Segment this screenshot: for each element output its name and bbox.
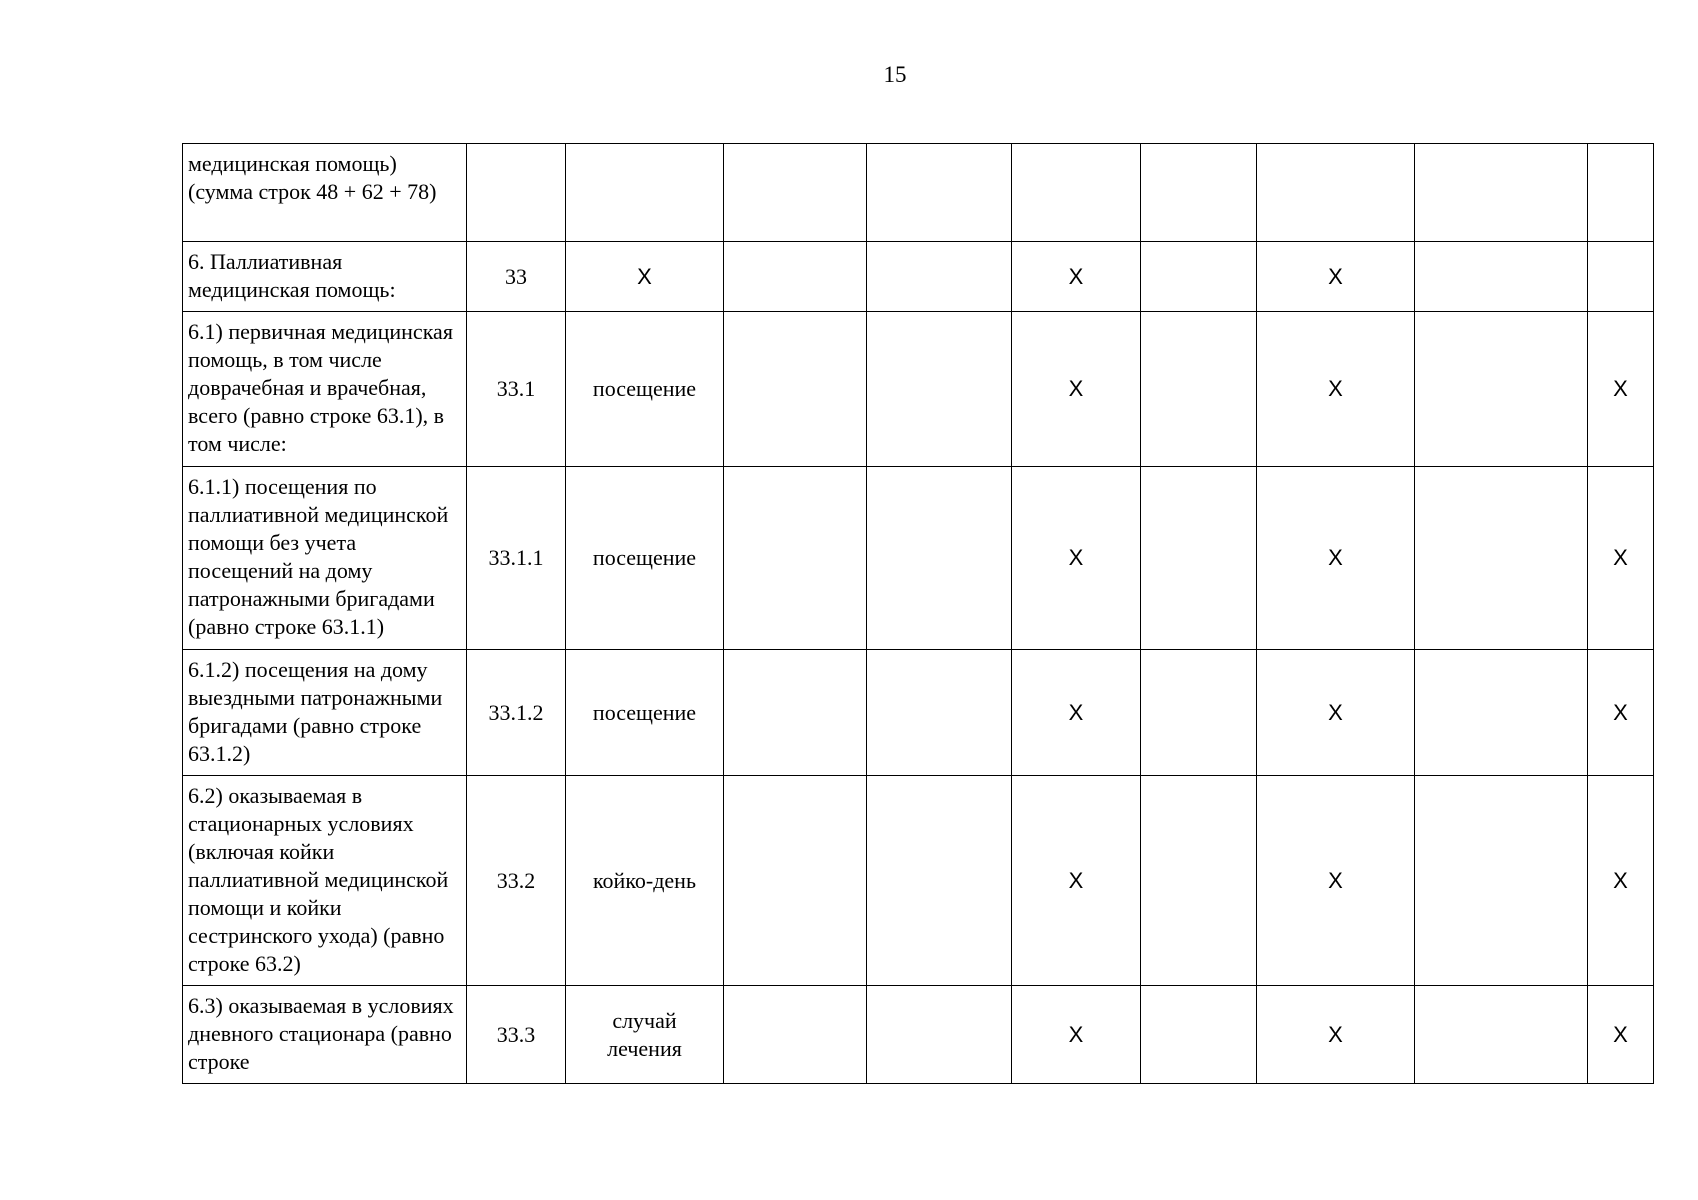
table-cell: X <box>1012 776 1141 986</box>
table-cell <box>1141 467 1257 650</box>
table-cell <box>724 986 867 1084</box>
table-cell: X <box>1588 312 1654 467</box>
row-description: медицинская помощь) (сумма строк 48 + 62 + 78) <box>183 144 467 242</box>
table-cell <box>724 776 867 986</box>
table-cell <box>1415 467 1588 650</box>
table-cell <box>867 312 1012 467</box>
table-cell <box>1141 144 1257 242</box>
row-number-cell: 33.1.2 <box>467 650 566 776</box>
table-cell <box>724 312 867 467</box>
table-cell <box>1415 650 1588 776</box>
table-cell: X <box>1012 650 1141 776</box>
table-cell: X <box>1012 467 1141 650</box>
row-description: 6.3) оказываемая в условиях дневного стационара (равно строке <box>183 986 467 1084</box>
table-cell: X <box>1012 242 1141 312</box>
row-number-cell: 33.2 <box>467 776 566 986</box>
row-description: 6.1.2) посещения на дому выездными патронажными бригадами (равно строке 63.1.2) <box>183 650 467 776</box>
table-cell: X <box>1257 467 1415 650</box>
table-cell <box>1415 312 1588 467</box>
unit-cell: X <box>566 242 724 312</box>
table-cell: X <box>1257 986 1415 1084</box>
table-cell <box>867 144 1012 242</box>
table-row <box>183 467 1654 650</box>
table-cell <box>867 650 1012 776</box>
table-cell <box>1415 986 1588 1084</box>
table-cell: X <box>1588 986 1654 1084</box>
unit-cell: койко-день <box>566 776 724 986</box>
table-row <box>183 776 1654 986</box>
row-description: 6. Паллиативная медицинская помощь: <box>183 242 467 312</box>
unit-cell <box>566 144 724 242</box>
table-cell: X <box>1012 986 1141 1084</box>
row-number-cell: 33.1 <box>467 312 566 467</box>
row-number-cell: 33.3 <box>467 986 566 1084</box>
table-cell <box>1257 144 1415 242</box>
unit-cell: посещение <box>566 312 724 467</box>
table-cell <box>1588 144 1654 242</box>
table-cell <box>724 242 867 312</box>
row-description: 6.2) оказываемая в стационарных условиях (включая койки паллиативной медицинской помощи и койки сестринского ухода) (равно строке 63.2) <box>183 776 467 986</box>
table-cell <box>724 467 867 650</box>
table-cell <box>1588 242 1654 312</box>
table-cell: X <box>1257 312 1415 467</box>
row-description: 6.1.1) посещения по паллиативной медицинской помощи без учета посещений на дому патронажными бригадами (равно строке 63.1.1) <box>183 467 467 650</box>
table-cell <box>1141 242 1257 312</box>
table-cell <box>1141 650 1257 776</box>
table-cell <box>1415 144 1588 242</box>
table-cell <box>1141 986 1257 1084</box>
table-cell: X <box>1588 467 1654 650</box>
table-cell <box>1141 312 1257 467</box>
page-number: 15 <box>883 62 907 87</box>
table-cell <box>867 986 1012 1084</box>
row-number-cell: 33.1.1 <box>467 467 566 650</box>
unit-cell: случай лечения <box>566 986 724 1084</box>
table-row <box>183 242 1654 312</box>
table-row <box>183 650 1654 776</box>
table-cell: X <box>1257 650 1415 776</box>
table-row <box>183 144 1654 242</box>
table-cell: X <box>1588 650 1654 776</box>
row-number-cell: 33 <box>467 242 566 312</box>
table-cell: X <box>1257 242 1415 312</box>
unit-cell: посещение <box>566 467 724 650</box>
row-description: 6.1) первичная медицинская помощь, в том числе доврачебная и врачебная, всего (равно строке 63.1), в том числе: <box>183 312 467 467</box>
table-row <box>183 312 1654 467</box>
table-cell: X <box>1257 776 1415 986</box>
data-table <box>182 143 1654 1084</box>
table-cell <box>724 144 867 242</box>
table-cell <box>867 467 1012 650</box>
table-cell <box>1415 242 1588 312</box>
table-cell <box>867 776 1012 986</box>
table-cell: X <box>1588 776 1654 986</box>
table-cell <box>867 242 1012 312</box>
row-number-cell <box>467 144 566 242</box>
table-cell <box>1141 776 1257 986</box>
table-cell: X <box>1012 312 1141 467</box>
table-cell <box>1012 144 1141 242</box>
table-cell <box>1415 776 1588 986</box>
table-row <box>183 986 1654 1084</box>
unit-cell: посещение <box>566 650 724 776</box>
table-cell <box>724 650 867 776</box>
